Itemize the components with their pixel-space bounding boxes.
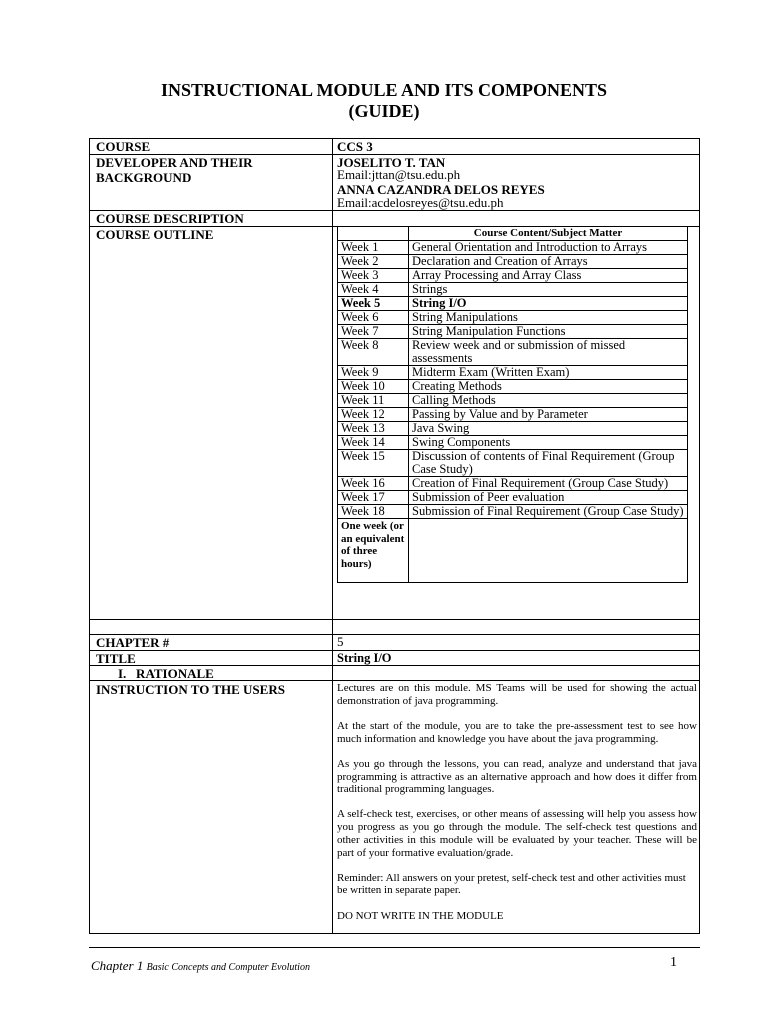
developer-label-line1: DEVELOPER AND THEIR xyxy=(96,155,253,170)
table-row xyxy=(338,255,688,269)
developer-label-line2: BACKGROUND xyxy=(96,170,192,185)
instructions-text xyxy=(337,682,697,935)
course-description-label: COURSE DESCRIPTION xyxy=(96,211,244,226)
week-cell: Week 2 xyxy=(338,255,409,269)
topic-cell: Creating Methods xyxy=(409,380,688,394)
topic-cell: Passing by Value and by Parameter xyxy=(409,408,688,422)
week-cell: Week 1 xyxy=(338,241,409,255)
table-row xyxy=(338,241,688,255)
developer1-email: Email:jttan@tsu.edu.ph xyxy=(337,167,461,182)
table-row xyxy=(338,339,688,366)
topic-cell: Creation of Final Requirement (Group Case Study) xyxy=(409,477,688,491)
footer-divider xyxy=(89,947,700,948)
week-cell: Week 6 xyxy=(338,311,409,325)
topic-cell: Declaration and Creation of Arrays xyxy=(409,255,688,269)
row-divider xyxy=(89,619,700,620)
course-label: COURSE xyxy=(96,139,151,154)
topic-cell: String Manipulations xyxy=(409,311,688,325)
week-cell: Week 15 xyxy=(338,450,409,477)
table-row xyxy=(338,436,688,450)
topic-cell: Calling Methods xyxy=(409,394,688,408)
instruction-paragraph: At the start of the module, you are to take the pre-assessment test to see how much information and knowledge you have about the java programming. xyxy=(337,719,697,745)
column-divider xyxy=(332,138,333,934)
duration-note: One week (or an equivalent of three hours) xyxy=(338,519,409,583)
week-cell: Week 7 xyxy=(338,325,409,339)
instruction-paragraph: Lectures are on this module. MS Teams will be used for showing the actual demonstration of java programming. xyxy=(337,682,697,707)
topic-cell: Java Swing xyxy=(409,422,688,436)
developer2-email: Email:acdelosreyes@tsu.edu.ph xyxy=(337,195,504,210)
schedule-header: Course Content/Subject Matter xyxy=(409,227,688,241)
table-row-current xyxy=(338,297,688,311)
table-row xyxy=(338,325,688,339)
week-cell: Week 17 xyxy=(338,491,409,505)
week-cell: Week 11 xyxy=(338,394,409,408)
instruction-paragraph: DO NOT WRITE IN THE MODULE xyxy=(337,909,504,922)
topic-cell: Array Processing and Array Class xyxy=(409,269,688,283)
week-cell: Week 14 xyxy=(338,436,409,450)
developer1-name: JOSELITO T. TAN xyxy=(337,155,446,170)
week-cell: Week 8 xyxy=(338,339,409,366)
instruction-paragraph: Reminder: All answers on your pretest, self-check test and other activities must be written in separate paper. xyxy=(337,871,686,897)
row-divider xyxy=(89,650,700,651)
document-subtitle: (GUIDE) xyxy=(348,101,420,121)
topic-cell: Discussion of contents of Final Requirement (Group Case Study) xyxy=(409,450,688,477)
week-cell: Week 9 xyxy=(338,366,409,380)
chapter-value: 5 xyxy=(337,634,344,649)
footer-chapter-word: Chapter 1 xyxy=(91,958,144,973)
topic-cell: Submission of Peer evaluation xyxy=(409,491,688,505)
course-outline-label: COURSE OUTLINE xyxy=(96,227,214,242)
table-row xyxy=(338,491,688,505)
title-value: String I/O xyxy=(337,651,392,665)
page-number: 1 xyxy=(670,955,677,970)
week-cell: Week 13 xyxy=(338,422,409,436)
topic-cell: Submission of Final Requirement (Group Case Study) xyxy=(409,505,688,519)
duration-blank xyxy=(409,519,688,583)
schedule-header-blank xyxy=(338,227,409,241)
table-row xyxy=(338,505,688,519)
document-title: INSTRUCTIONAL MODULE AND ITS COMPONENTS xyxy=(160,80,608,100)
table-row xyxy=(338,366,688,380)
table-row xyxy=(338,450,688,477)
table-row xyxy=(338,408,688,422)
instruction-label: INSTRUCTION TO THE USERS xyxy=(96,682,285,697)
week-cell: Week 16 xyxy=(338,477,409,491)
week-cell: Week 3 xyxy=(338,269,409,283)
developer2-name: ANNA CAZANDRA DELOS REYES xyxy=(337,182,545,197)
footer-chapter xyxy=(91,958,310,974)
course-schedule-table xyxy=(337,226,688,583)
table-row xyxy=(338,269,688,283)
topic-cell: Review week and or submission of missed assessments xyxy=(409,339,688,366)
table-row xyxy=(338,477,688,491)
table-row xyxy=(338,380,688,394)
title-label: TITLE xyxy=(96,651,136,666)
chapter-label: CHAPTER # xyxy=(96,635,170,650)
footer-chapter-title: Basic Concepts and Computer Evolution xyxy=(146,962,310,973)
table-row xyxy=(338,519,688,583)
week-cell: Week 4 xyxy=(338,283,409,297)
topic-cell: General Orientation and Introduction to Arrays xyxy=(409,241,688,255)
week-cell: Week 18 xyxy=(338,505,409,519)
table-row xyxy=(338,422,688,436)
topic-cell: String Manipulation Functions xyxy=(409,325,688,339)
instruction-paragraph: A self-check test, exercises, or other means of assessing will help you assess how you progress as you go through the module. The self-check test questions and other activities in this module will be evaluated by your teacher. These will be part of your formative evaluation/grade. xyxy=(337,808,697,859)
topic-cell: Midterm Exam (Written Exam) xyxy=(409,366,688,380)
topic-cell: String I/O xyxy=(409,297,688,311)
table-row xyxy=(338,394,688,408)
table-row xyxy=(338,311,688,325)
week-cell: Week 12 xyxy=(338,408,409,422)
row-divider xyxy=(89,634,700,635)
topic-cell: Swing Components xyxy=(409,436,688,450)
week-cell: Week 5 xyxy=(338,297,409,311)
week-cell: Week 10 xyxy=(338,380,409,394)
topic-cell: Strings xyxy=(409,283,688,297)
rationale-label: I. RATIONALE xyxy=(118,666,214,681)
course-value: CCS 3 xyxy=(337,139,373,154)
instruction-paragraph: As you go through the lessons, you can read, analyze and understand that java programming is attractive as an alternative approach and how does it differ from traditional programming languages. xyxy=(337,757,697,796)
table-row xyxy=(338,283,688,297)
